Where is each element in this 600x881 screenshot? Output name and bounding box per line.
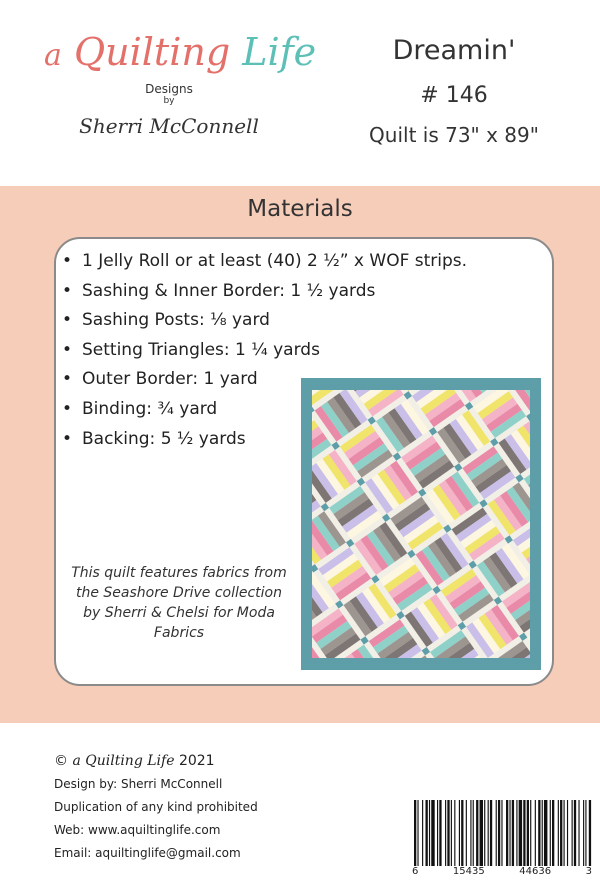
- sashing-post: [490, 438, 498, 446]
- sashing-post: [515, 474, 523, 482]
- sashing-post: [368, 416, 376, 424]
- sashing-post: [407, 550, 415, 558]
- barcode-digit-group: 44636: [519, 866, 552, 877]
- sashing-post: [526, 413, 530, 421]
- barcode-bar: [574, 800, 576, 866]
- list-item: • Setting Triangles: 1 ¼ yards: [62, 336, 467, 366]
- barcode-bar: [578, 800, 579, 866]
- barcode-bar: [480, 800, 483, 866]
- author-signature: Sherri McConnell: [79, 114, 259, 138]
- barcode-digit-group: 3: [585, 866, 592, 877]
- materials-heading: Materials: [247, 196, 353, 222]
- fabric-note: This quilt features fabrics from the Seashore Drive collection by Sherri & Chelsi for Moda Fabrics: [71, 565, 287, 641]
- quilt-illustration: [312, 390, 530, 658]
- logo-designs: Designs: [145, 82, 193, 96]
- sashing-post: [465, 402, 473, 410]
- list-item: • Sashing & Inner Border: 1 ½ yards: [62, 277, 467, 307]
- list-item: • 1 Jelly Roll or at least (40) 2 ½” x WOF strips.: [62, 247, 467, 277]
- barcode-bar: [466, 800, 467, 866]
- sashing-post: [494, 597, 502, 605]
- sashing-post: [346, 539, 354, 547]
- barcode-bar: [429, 800, 430, 866]
- copyright-year: 2021: [178, 753, 215, 769]
- logo-wordmark: [44, 30, 317, 78]
- logo-life: Life: [242, 30, 317, 74]
- pattern-number: # 146: [420, 83, 488, 108]
- barcode-bar: [426, 800, 428, 866]
- sashing-post: [479, 499, 487, 507]
- sashing-post: [505, 535, 513, 543]
- footer: [54, 750, 258, 865]
- barcode-bar: [459, 800, 460, 866]
- title-block: [344, 34, 564, 148]
- copyright-line: [54, 750, 258, 773]
- barcode-bar: [585, 800, 586, 866]
- quilt-image: [301, 378, 541, 670]
- barcode-digit-group: 6: [412, 866, 419, 877]
- barcode-bar: [542, 800, 543, 866]
- quilt-blocks: [312, 390, 530, 658]
- list-item: • Binding: ¾ yard: [62, 395, 467, 425]
- copyright-symbol: ©: [54, 753, 68, 769]
- barcode-bar: [512, 800, 514, 866]
- barcode-bar: [417, 800, 418, 866]
- sashing-post: [357, 478, 365, 486]
- barcode-bar: [498, 800, 500, 866]
- sashing-post: [393, 452, 401, 460]
- sashing-post: [418, 488, 426, 496]
- duplication-notice: Duplication of any kind prohibited: [54, 800, 258, 814]
- barcode-bar: [589, 800, 591, 866]
- barcode-bar: [527, 800, 529, 866]
- sashing-post: [396, 611, 404, 619]
- quilt-size: Quilt is 73" x 89": [369, 123, 539, 147]
- sashing-post: [519, 633, 527, 641]
- sashing-post: [382, 514, 390, 522]
- barcode-bar: [437, 800, 438, 866]
- sashing-post: [321, 503, 329, 511]
- website: Web: www.aquiltinglife.com: [54, 823, 221, 837]
- barcode-bar: [558, 800, 559, 866]
- barcode-bar: [414, 800, 416, 866]
- barcode-bar: [484, 800, 485, 866]
- barcode-bar: [523, 800, 525, 866]
- barcode-bar: [447, 800, 449, 866]
- logo-quilting: Quilting: [73, 30, 231, 74]
- sashing-post: [371, 575, 379, 583]
- barcode-bar: [583, 800, 584, 866]
- sashing-post: [429, 427, 437, 435]
- barcode-bar: [516, 800, 517, 866]
- sashing-post: [422, 647, 430, 655]
- barcode-bar: [544, 800, 547, 866]
- sashing-post: [458, 622, 466, 630]
- barcode-bar: [470, 800, 471, 866]
- barcode-digits: [412, 866, 592, 877]
- barcode-bar: [439, 800, 441, 866]
- barcode-bar: [445, 800, 446, 866]
- barcode-bar: [473, 800, 474, 866]
- barcode-bar: [552, 800, 554, 866]
- header: [0, 0, 600, 186]
- barcode-bar: [550, 800, 551, 866]
- barcode-bar: [431, 800, 434, 866]
- barcode-bar: [530, 800, 531, 866]
- brand-logo: [44, 30, 317, 138]
- barcode-bar: [506, 800, 508, 866]
- logo-by: by: [163, 96, 175, 106]
- list-item: • Sashing Posts: ⅛ yard: [62, 306, 467, 336]
- list-item: • Outer Border: 1 yard: [62, 365, 467, 395]
- barcode-bar: [501, 800, 502, 866]
- barcode-bar: [488, 800, 489, 866]
- barcode-digit-group: 15435: [452, 866, 485, 877]
- design-credit: Design by: Sherri McConnell: [54, 777, 223, 791]
- barcode: [412, 800, 592, 866]
- barcode-bar: [509, 800, 510, 866]
- barcode-bar: [476, 800, 478, 866]
- sashing-post: [335, 600, 343, 608]
- sashing-post: [312, 406, 315, 414]
- sashing-post: [404, 391, 412, 399]
- sashing-post: [469, 561, 477, 569]
- barcode-bar: [461, 800, 463, 866]
- sashing-post: [332, 442, 340, 450]
- sashing-post: [443, 524, 451, 532]
- barcode-bar: [496, 800, 497, 866]
- sashing-post: [432, 586, 440, 594]
- sashing-post: [454, 463, 462, 471]
- logo-a: a: [44, 38, 62, 73]
- quilt-center: [312, 390, 530, 658]
- barcode-bar: [490, 800, 492, 866]
- barcode-bar: [451, 800, 452, 866]
- pattern-title: Dreamin': [392, 35, 516, 66]
- sashing-post: [312, 564, 318, 572]
- barcode-bar: [567, 800, 568, 866]
- barcode-bar: [564, 800, 565, 866]
- sashing-post: [360, 636, 368, 644]
- copyright-logo: a Quilting Life: [72, 753, 175, 769]
- barcode-bar: [535, 800, 536, 866]
- barcode-bar: [422, 800, 423, 866]
- list-item: • Backing: 5 ½ yards: [62, 425, 467, 455]
- barcode-bar: [572, 800, 573, 866]
- barcode-bar: [560, 800, 562, 866]
- barcode-bar: [519, 800, 522, 866]
- email: Email: aquiltinglife@gmail.com: [54, 846, 241, 860]
- barcode-bar: [538, 800, 540, 866]
- barcode-bar: [454, 800, 455, 866]
